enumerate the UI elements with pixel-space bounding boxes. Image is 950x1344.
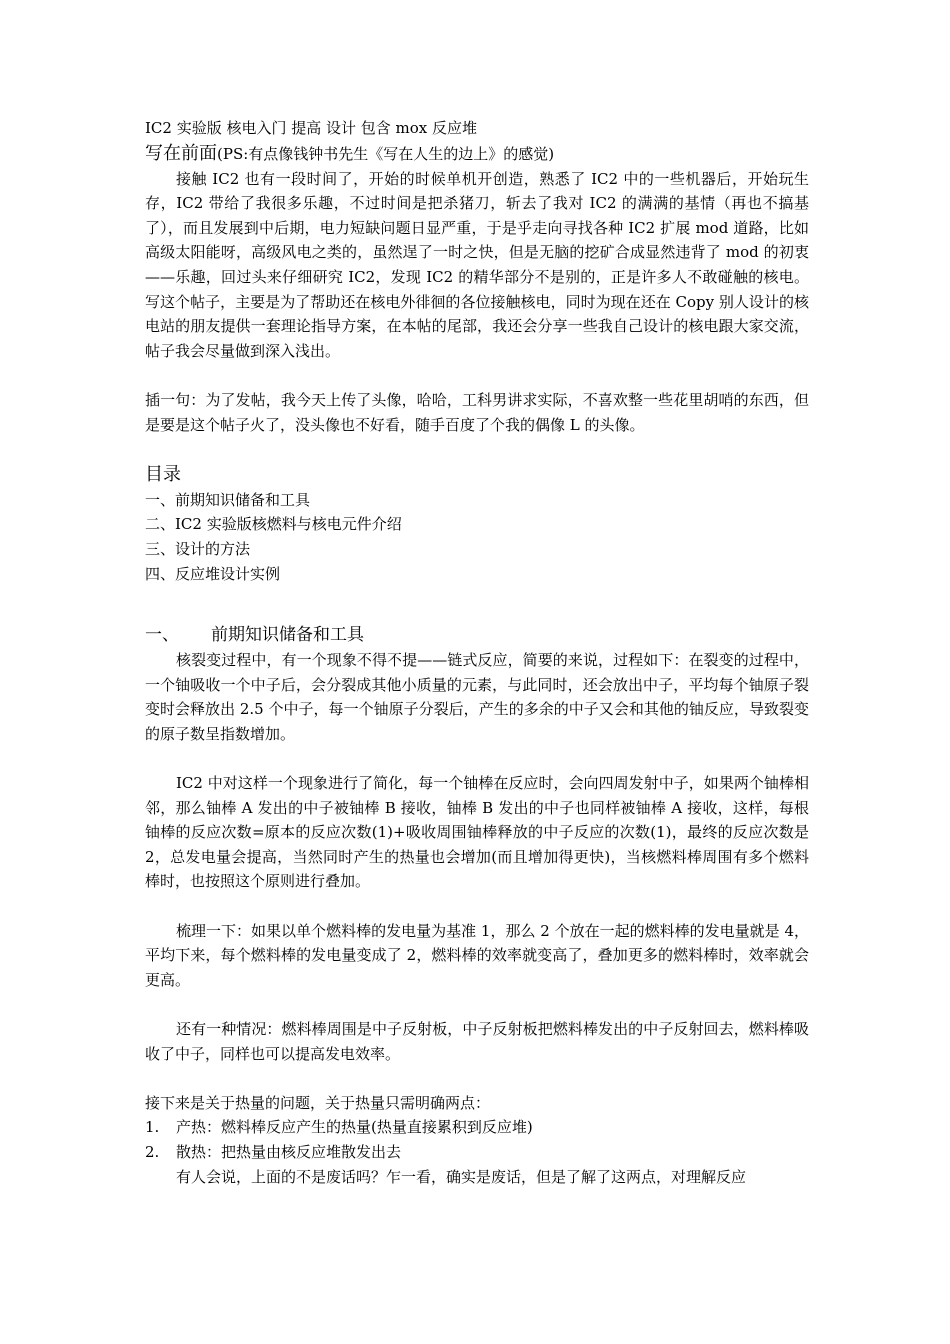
document-body xyxy=(145,116,809,1189)
table-of-contents xyxy=(145,488,809,586)
section-heading xyxy=(145,622,809,648)
section-title: 前期知识储备和工具 xyxy=(211,625,364,646)
toc-heading: 目录 xyxy=(145,463,181,485)
list-item xyxy=(145,1115,809,1140)
toc-item: 四、反应堆设计实例 xyxy=(145,564,281,583)
section-paragraph: 核裂变过程中，有一个现象不得不提——链式反应，简要的来说，过程如下：在裂变的过程中，一个铀吸收一个中子后，会分裂成其他小质量的元素，与此同时，还会放出中子，平均每个铀原子裂变时会释放出 2.5 个中子，每一个铀原子分裂后，产生的多余的中子又会和其他的铀反应，导致裂变的原子数呈指数增加。 xyxy=(145,651,809,743)
section-number: 一、 xyxy=(145,625,179,646)
heat-intro: 接下来是关于热量的问题，关于热量只需明确两点： xyxy=(145,1093,491,1112)
list-item xyxy=(145,1140,809,1165)
list-number: 1. xyxy=(145,1118,160,1137)
closing-line: 有人会说，上面的不是废话吗？乍一看，确实是废话，但是了解了这两点，对理解反应 xyxy=(176,1167,747,1186)
toc-item: 二、IC2 实验版核燃料与核电元件介绍 xyxy=(145,515,402,534)
toc-item: 一、前期知识储备和工具 xyxy=(145,490,311,509)
section-paragraph: IC2 中对这样一个现象进行了简化，每一个铀棒在反应时，会向四周发射中子，如果两个铀棒相邻，那么铀棒 A 发出的中子被铀棒 B 接收，铀棒 B 发出的中子也同样被铀棒 A 接收，这样，每根铀棒的反应次数=原本的反应次数(1)+吸收周围铀棒释放的中子反应的次数(1)，最终的反应次数是 2，总发电量会提高，当然同时产生的热量也会增加(而且增加得更快)，当核燃料棒周围有多个燃料棒时，也按照这个原则进行叠加。 xyxy=(145,774,809,891)
preface-heading xyxy=(145,141,809,167)
aside-paragraph: 插一句：为了发帖，我今天上传了头像，哈哈，工科男讲求实际，不喜欢整一些花里胡哨的东西，但是要是这个帖子火了，没头像也不好看，随手百度了个我的偶像 L 的头像。 xyxy=(145,390,809,434)
list-number: 2. xyxy=(145,1142,160,1161)
intro-paragraph: 接触 IC2 也有一段时间了，开始的时候单机开创造，熟悉了 IC2 中的一些机器后，开始玩生存，IC2 带给了我很多乐趣，不过时间是把杀猪刀，斩去了我对 IC2 的满满的基情（再也不搞基了），而且发展到中后期，电力短缺问题日显严重，于是乎走向寻找各种 IC2 扩展 mod 道路，比如高级太阳能呀，高级风电之类的，虽然逞了一时之快，但是无脑的挖矿合成显然违背了 mod 的初衷——乐趣，回过头来仔细研究 IC2，发现 IC2 的精华部分不是别的，正是许多人不敢碰触的核电。写这个帖子，主要是为了帮助还在核电外徘徊的各位接触核电，同时为现在还在 Copy 别人设计的核电站的朋友提供一套理论指导方案，在本帖的尾部，我还会分享一些我自己设计的核电跟大家交流，帖子我会尽量做到深入浅出。 xyxy=(145,169,809,360)
section-paragraph: 还有一种情况：燃料棒周围是中子反射板，中子反射板把燃料棒发出的中子反射回去，燃料棒吸收了中子，同样也可以提高发电效率。 xyxy=(145,1020,809,1063)
list-text: 散热：把热量由核反应堆散发出去 xyxy=(176,1142,402,1161)
document-title: IC2 实验版 核电入门 提高 设计 包含 mox 反应堆 xyxy=(145,119,478,137)
list-text: 产热：燃料棒反应产生的热量(热量直接累积到反应堆) xyxy=(176,1118,533,1137)
preface-note: (PS:有点像钱钟书先生《写在人生的边上》的感觉) xyxy=(217,144,555,163)
toc-item: 三、设计的方法 xyxy=(145,539,251,558)
section-paragraph: 梳理一下：如果以单个燃料棒的发电量为基准 1，那么 2 个放在一起的燃料棒的发电量就是 4，平均下来，每个燃料棒的发电量变成了 2，燃料棒的效率就变高了，叠加更多的燃料棒时，效率就会更高。 xyxy=(145,921,809,989)
preface-heading-text: 写在前面 xyxy=(145,142,217,164)
